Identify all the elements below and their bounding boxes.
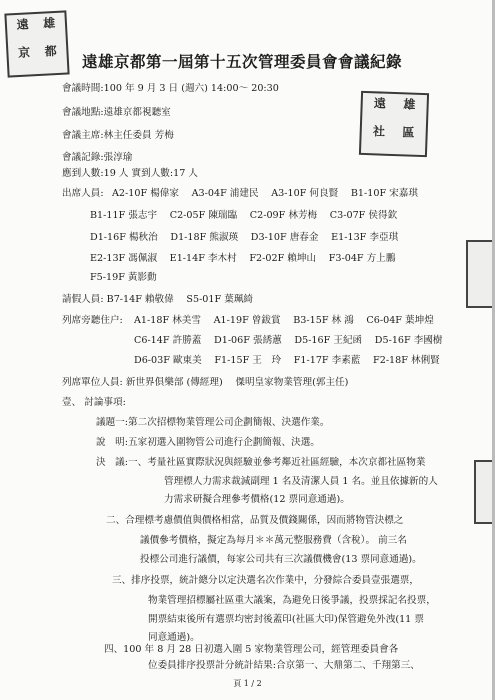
seal-stamp-right bbox=[359, 91, 429, 157]
observers-row: D6-03F 歐東美 F1-15F 王 玲 F1-17F 李素藍 F2-18F 林俐賢 bbox=[134, 355, 440, 366]
resolution-line: 投標公司進行議價，每家公司共有三次議價機會(13 票同意通過)。 bbox=[140, 554, 422, 565]
agenda-explanation: 說 明:五家初選入圍物管公司進行企劃簡報、決選。 bbox=[96, 437, 320, 448]
seal-char: 區 bbox=[402, 124, 415, 140]
observers-label: 列席旁聽住户: bbox=[62, 315, 123, 326]
seal-char: 雄 bbox=[42, 16, 56, 31]
meeting-chair: 會議主席:林主任委員 芳梅 bbox=[62, 130, 174, 141]
section-heading: 壹、 討論事項: bbox=[62, 397, 126, 408]
resolution-line: 同意通過)。 bbox=[148, 632, 200, 643]
attendees-row: E2-13F 馮佩淑 E1-14F 李木村 F2-02F 賴坤山 F3-04F 方上鵬 bbox=[90, 253, 396, 264]
meeting-location: 會議地點:遠雄京都視聽室 bbox=[62, 107, 171, 118]
page-title: 遠雄京都第一屆第十五次管理委員會會議紀錄 bbox=[82, 52, 403, 71]
observers-row: A1-18F 林美雪 A1-19F 曾鈸賞 B3-15F 林 鴻 C6-04F 葉坤煌 bbox=[134, 315, 434, 326]
resolution-line: 力需求研擬合理參考價格(12 票同意通過)。 bbox=[164, 494, 350, 505]
attendees-label: 出席人員: bbox=[62, 188, 104, 199]
resolution-line: 三、排序投票，統計總分以定決選名次作業中，分發綜合委員壹張選票， bbox=[112, 575, 419, 586]
seal-stamp-edge-1 bbox=[466, 240, 495, 308]
agenda-topic: 議題一:第二次招標物業管理公司企劃簡報、決選作業。 bbox=[96, 417, 330, 428]
observers-row: C6-14F 許勝蓋 D1-06F 張綉蕙 D5-16F 王紀函 D5-16F 李國樹 bbox=[134, 335, 443, 346]
resolution-line: 位委員排序投票計分統計結果:合京第一、大鼎第二、千翔第三、 bbox=[148, 660, 420, 671]
resolution-line: 管理標人力需求裁減副理 1 名及清潔人員 1 名。並且依據新的人 bbox=[164, 476, 438, 487]
resolution-line: 開票結束後所有選票均密封後蓋印(社區大印)保管避免外洩(11 票 bbox=[148, 614, 424, 625]
seal-char: 遠 bbox=[373, 96, 387, 111]
resolution-line: 物業管理招標屬社區重大議案，為避免日後爭議，投票採記名投票， bbox=[148, 595, 436, 606]
meeting-recorder: 會議記錄:張淳瑜 bbox=[62, 152, 133, 163]
attendees-row: A2-10F 楊偉家 A3-04F 浦建民 A3-10F 何良賢 B1-10F 宋嘉琪 bbox=[112, 188, 418, 199]
absent-members: 請假人員: B7-14F 賴敬偉 S5-01F 葉珮綺 bbox=[62, 294, 254, 305]
page-number: 頁 1 / 2 bbox=[233, 679, 262, 688]
attendees-row: F5-19F 黃影動 bbox=[90, 272, 157, 283]
resolution-line: 議價參考價格，擬定為每月＊＊萬元整服務費（含稅）。 前三名 bbox=[140, 535, 407, 546]
resolution-line: 二、合理標考慮價值與價格相當，品質及價錢關係，因而將物管決標之 bbox=[106, 515, 404, 526]
attendance-count: 應到人數:19 人 實到人數:17 人 bbox=[62, 168, 198, 179]
seal-char: 京 bbox=[17, 44, 31, 60]
attendees-row: B1-11F 張志宇 C2-05F 陳瑞臨 C2-09F 林芳梅 C3-07F 侯得欽 bbox=[90, 210, 398, 221]
attending-units: 列席單位人員: 新世界俱樂部 (傳經理) 傑明皇家物業管理(郭主任) bbox=[62, 377, 349, 388]
seal-char: 都 bbox=[44, 43, 57, 59]
seal-char: 遠 bbox=[16, 17, 30, 33]
resolution-line: 決 議:一、考量社區實際狀況與經驗並參考鄰近社區經驗，本次京都社區物業 bbox=[96, 457, 426, 468]
seal-stamp-top-left bbox=[4, 10, 69, 77]
attendees-row: D1-16F 楊秋治 D1-18F 熊淑瑛 D3-10F 唐春金 E1-13F 李亞琪 bbox=[90, 232, 399, 243]
seal-char: 社 bbox=[372, 123, 386, 139]
meeting-time: 會議時間:100 年 9 月 3 日 (週六) 14:00～ 20:30 bbox=[62, 83, 279, 94]
seal-char: 雄 bbox=[403, 97, 416, 112]
resolution-line: 四、100 年 8 月 28 日初選入圍 5 家物業管理公司，經管理委員會各 bbox=[104, 644, 399, 655]
